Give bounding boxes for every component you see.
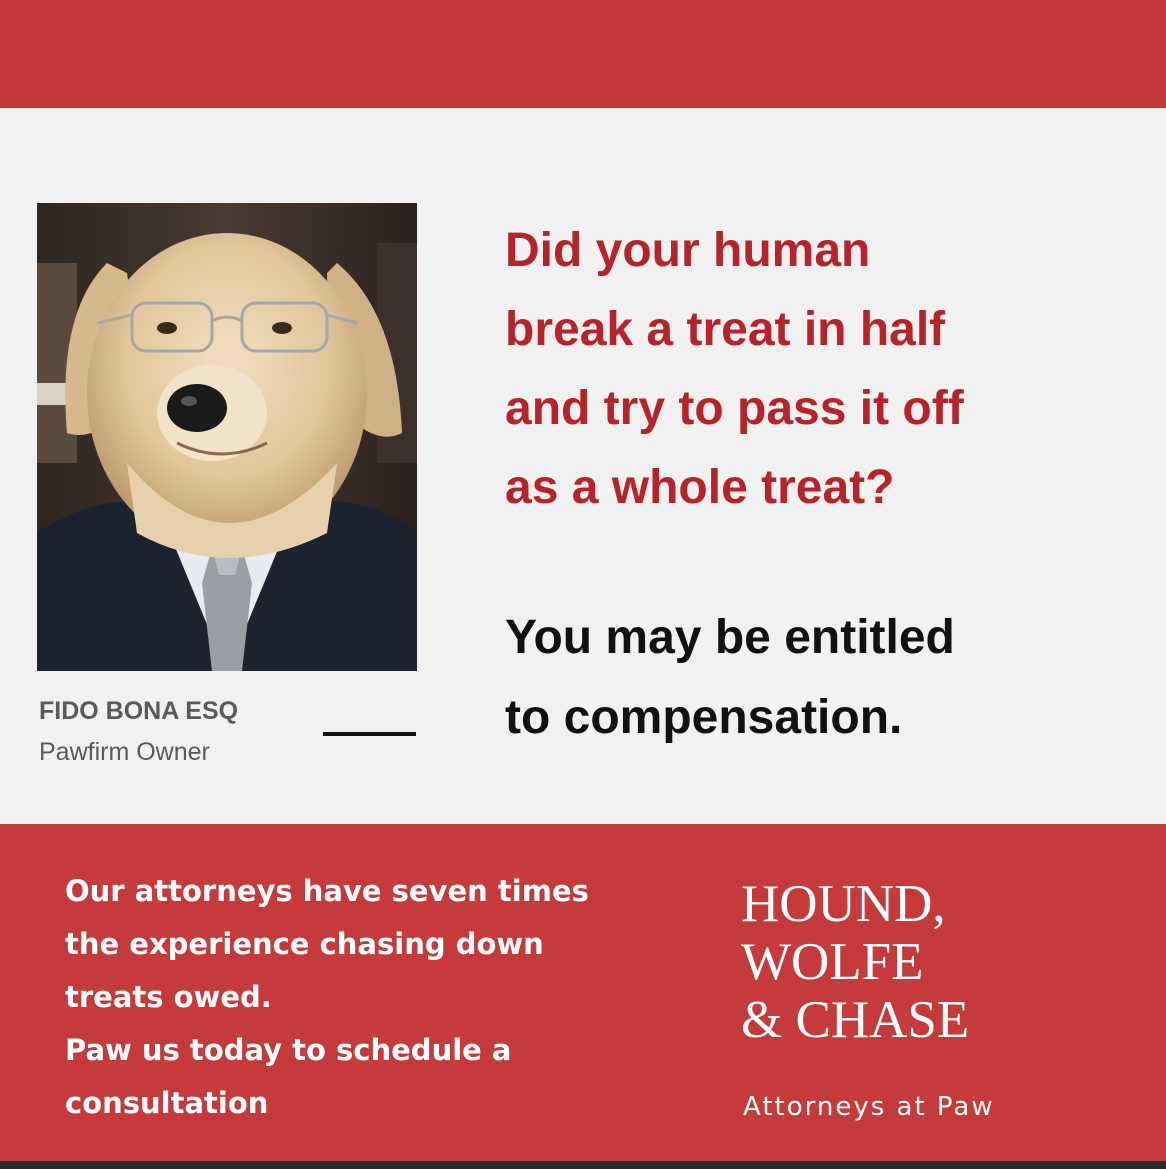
signature-line: [323, 732, 416, 736]
pitch-line: consultation: [65, 1086, 269, 1120]
pitch-line: the experience chasing down: [65, 927, 544, 961]
top-red-band: [0, 0, 1166, 108]
headline-line: break a treat in half: [505, 303, 946, 356]
firm-tagline: Attorneys at Paw: [743, 1092, 995, 1122]
headline-line: as a whole treat?: [505, 461, 895, 514]
headline: [505, 211, 1125, 527]
pitch-line: treats owed.: [65, 980, 272, 1014]
attorney-portrait: [37, 203, 417, 671]
firm-pitch: [65, 865, 705, 1130]
headline-line: Did your human: [505, 224, 871, 277]
headline-line: and try to pass it off: [505, 382, 964, 435]
pitch-line: Paw us today to schedule a: [65, 1033, 512, 1067]
firm-name-line: HOUND,: [741, 875, 946, 933]
dog-portrait-image: [37, 203, 417, 671]
pitch-line: Our attorneys have seven times: [65, 874, 589, 908]
subhead-line: You may be entitled: [505, 611, 955, 664]
subheadline: [505, 598, 1145, 758]
attorney-title: Pawfirm Owner: [39, 738, 210, 766]
attorney-name: FIDO BONA ESQ: [39, 697, 239, 725]
firm-name-line: WOLFE: [741, 933, 924, 991]
firm-logo-wordmark: [741, 875, 1121, 1049]
subhead-line: to compensation.: [505, 691, 903, 744]
firm-name-line: & CHASE: [741, 991, 970, 1049]
bottom-edge-bar: [0, 1161, 1166, 1169]
